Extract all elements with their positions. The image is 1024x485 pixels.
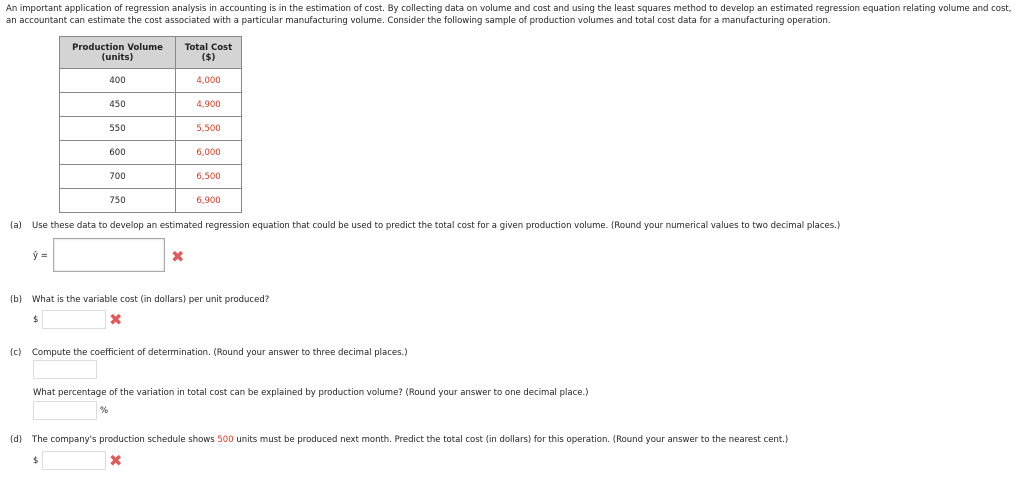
question-c-label: (c): [10, 348, 22, 358]
question-c: [10, 348, 408, 358]
header-total-cost: Total Cost ($): [176, 37, 242, 69]
x-mark-icon: ✖: [171, 247, 185, 266]
problem-intro: An important application of regression analysis in accounting is in the estimation of cost. By collecting data on volume and cost and using the least squares method to develop an estimated regression equation relating volume and cost, an accountant can estimate the cost associated with a particular manufacturing volume. Consider the following sample of production volumes and total cost data for a manufacturing operation.: [6, 4, 1012, 26]
dollar-sign: $: [33, 456, 39, 466]
yhat-label: ŷ =: [33, 251, 48, 261]
question-d-label: (d): [10, 435, 23, 445]
coefficient-determination-input[interactable]: [33, 360, 97, 379]
table-row: [60, 189, 242, 213]
coefficient-determination-field[interactable]: [34, 361, 96, 378]
variable-cost-field[interactable]: [43, 311, 105, 328]
variable-cost-input[interactable]: [42, 310, 106, 329]
dollar-sign: $: [33, 315, 39, 325]
volume-cell: 700: [60, 165, 176, 189]
x-mark-icon: ✖: [109, 451, 123, 470]
data-table: [59, 36, 242, 213]
question-d-highlight: 500: [217, 435, 234, 445]
volume-cell: 550: [60, 117, 176, 141]
question-c-text: Compute the coefficient of determination. (Round your answer to three decimal places.): [32, 348, 408, 358]
cost-cell: 6,000: [176, 141, 242, 165]
cost-cell: 4,900: [176, 93, 242, 117]
question-b-label: (b): [10, 295, 23, 305]
table-row: [60, 141, 242, 165]
x-mark-icon: ✖: [109, 310, 123, 329]
header-production-volume: Production Volume (units): [60, 37, 176, 69]
question-d-text-before: The company's production schedule shows: [32, 435, 218, 445]
percentage-explained-input[interactable]: [33, 401, 97, 420]
question-a-label: (a): [10, 221, 22, 231]
question-d-text-after: units must be produced next month. Predict the total cost (in dollars) for this operation. (Round your answer to the nearest cent.): [233, 435, 789, 445]
volume-cell: 750: [60, 189, 176, 213]
table-row: [60, 93, 242, 117]
cost-cell: 6,500: [176, 165, 242, 189]
question-c-text2: What percentage of the variation in total cost can be explained by production volume? (Round your answer to one decimal place.): [33, 388, 589, 398]
percent-sign: %: [100, 406, 109, 416]
cost-cell: 5,500: [176, 117, 242, 141]
total-cost-input[interactable]: [42, 451, 106, 470]
total-cost-field[interactable]: [43, 452, 105, 469]
question-b: [10, 295, 269, 305]
cost-cell: 4,000: [176, 69, 242, 93]
regression-equation-input[interactable]: [53, 238, 165, 272]
volume-cell: 400: [60, 69, 176, 93]
table-row: [60, 165, 242, 189]
table-row: [60, 117, 242, 141]
regression-equation-field[interactable]: [54, 239, 164, 271]
table-row: [60, 69, 242, 93]
question-a-text: Use these data to develop an estimated regression equation that could be used to predict the total cost for a given production volume. (Round your numerical values to two decimal places.): [32, 221, 841, 231]
volume-cell: 600: [60, 141, 176, 165]
percentage-explained-field[interactable]: [34, 402, 96, 419]
question-b-text: What is the variable cost (in dollars) per unit produced?: [32, 295, 270, 305]
cost-cell: 6,900: [176, 189, 242, 213]
question-a: [10, 221, 840, 231]
volume-cell: 450: [60, 93, 176, 117]
question-d: [10, 435, 788, 445]
